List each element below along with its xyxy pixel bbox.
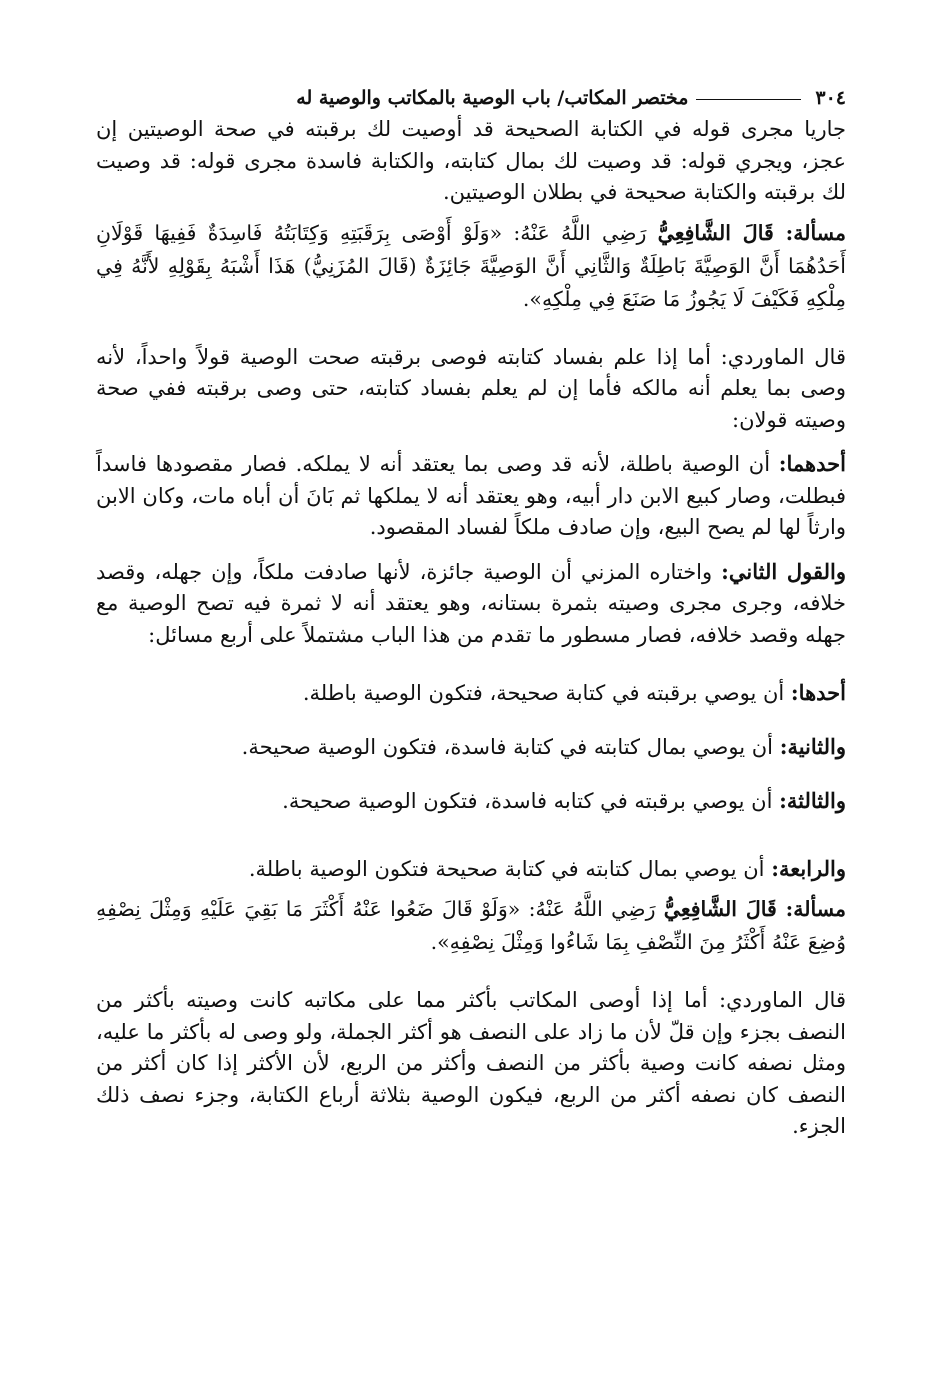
- running-title: مختصر المكاتب/ باب الوصية بالمكاتب والوصية له: [296, 87, 689, 109]
- list-item: [96, 853, 846, 885]
- masala-2-lead: مسألة: قَالَ الشَّافِعِيُّ: [663, 897, 846, 921]
- paragraph-4: [96, 556, 846, 652]
- list-item-text: أن يوصي برقبته في كتابه فاسدة، فتكون الوصية صحيحة.: [282, 789, 773, 813]
- paragraph-3-lead: أحدهما:: [778, 451, 846, 476]
- document-page: [96, 82, 846, 1143]
- list-item-text: أن يوصي بمال كتابته في كتابة صحيحة فتكون الوصية باطلة.: [248, 857, 765, 881]
- masala-1-text: رَضِي اللَّهُ عَنْهُ: «وَلَوْ أَوْصَى بِرَقَبَتِهِ وَكِتَابَتُهُ فَاسِدَةٌ فَفِيهَا قَوْلَانِ أَحَدُهُمَا أَنَّ الوَصِيَّةَ بَاطِلَةٌ وَالثَّانِي أَنَّ الوَصِيَّةَ جَائِزَةٌ (قَالَ المُزَنِيُّ) هَذَا أَشْبَهُ بِقَوْلِهِ لأَنَّهُ فِي مِلْكِهِ فَكَيْفَ لَا يَجُوزُ مَا صَنَعَ فِي مِلْكِهِ».: [96, 220, 846, 311]
- list-item: [96, 677, 846, 709]
- masala-2-text: رَضِي اللَّهُ عَنْهُ: «وَلَوْ قَالَ ضَعُوا عَنْهُ أَكْثَرَ مَا بَقِيَ عَلَيْهِ وَمِثْلَ نِصْفِهِ وُضِعَ عَنْهُ أَكْثَرُ مِنَ النِّصْفِ بِمَا شَاءُوا وَمِثْلَ نِصْفِهِ».: [96, 897, 846, 954]
- masala-1-lead: مسألة: قَالَ الشَّافِعِيُّ: [657, 220, 846, 245]
- list-item: [96, 731, 846, 763]
- paragraph-1: جاريا مجرى قوله في الكتابة الصحيحة قد أوصيت لك برقبته في صحة الوصيتين إن عجز، ويجري قوله: قد وصيت لك بمال كتابته، والكتابة فاسدة مجرى قوله: قد وصيت لك برقبته والكتابة صحيحة في بطلان الوصيتين.: [96, 117, 846, 204]
- paragraph-4-text: واختاره المزني أن الوصية جائزة، لأنها صادفت ملكاً، وإن جهله، وقصد خلافه، وجرى مجرى وصيته بثمرة بستانه، وهو يعتقد أنه لا ثمرة فيه تصح الوصية مع جهله وقصد خلافه، فصار مسطور ما تقدم من هذا الباب مشتملاً على أربع مسائل:: [96, 559, 846, 647]
- list-item-lead: والرابعة:: [771, 856, 846, 881]
- list-item-lead: والثالثة:: [779, 788, 846, 813]
- paragraph-4-lead: والقول الثاني:: [721, 558, 846, 584]
- list-item-lead: أحدها:: [790, 680, 846, 705]
- header-rule: [696, 99, 801, 100]
- list-item-text: أن يوصي بمال كتابته في كتابة فاسدة، فتكون الوصية صحيحة.: [241, 735, 773, 759]
- masala-1: [96, 217, 846, 316]
- paragraph-3: [96, 448, 846, 544]
- list-item: [96, 785, 846, 817]
- list-item-lead: والثانية:: [779, 734, 846, 759]
- paragraph-2: قال الماوردي: أما إذا علم بفساد كتابته فوصى برقبته صحت الوصية قولاً واحداً، لأنه وصى بما يعلم أنه مالكه فأما إن لم يعلم بفساد كتابته، حتى وصى برقبته ففي صحة وصيته قولان:: [96, 344, 846, 432]
- list-item-text: أن يوصي برقبته في كتابة صحيحة، فتكون الوصية باطلة.: [302, 681, 785, 705]
- masala-2: [96, 893, 846, 959]
- paragraph-5: قال الماوردي: أما إذا أوصى المكاتب بأكثر مما على مكاتبه كانت وصيته بأكثر من النصف بجزء وإن قلّ لأن ما زاد على النصف هو أكثر الجملة، ولو وصى له بأكثر ما عليه، ومثل نصفه كانت وصية بأكثر من النصف وأكثر من الربع، لأن الأكثر إذا كان أكثر من النصف كان نصفه أكثر من الربع، فيكون الوصية بثلاثة أرباع الكتابة، وجزء نصف ذلك الجزء.: [96, 988, 846, 1138]
- running-header: [96, 82, 846, 114]
- page-number: ٣٠٤: [815, 87, 846, 109]
- paragraph-3-text: أن الوصية باطلة، لأنه قد وصى بما يعتقد أنه لا يملكه. فصار مقصودها فاسداً فبطلت، وصار كبيع الابن دار أبيه، وهو يعتقد أنه لا يملكها ثم بَانَ أن أباه مات، وكان الابن وارثاً لها لم يصح البيع، وإن صادف ملكاً لفساد المقصود.: [96, 452, 846, 539]
